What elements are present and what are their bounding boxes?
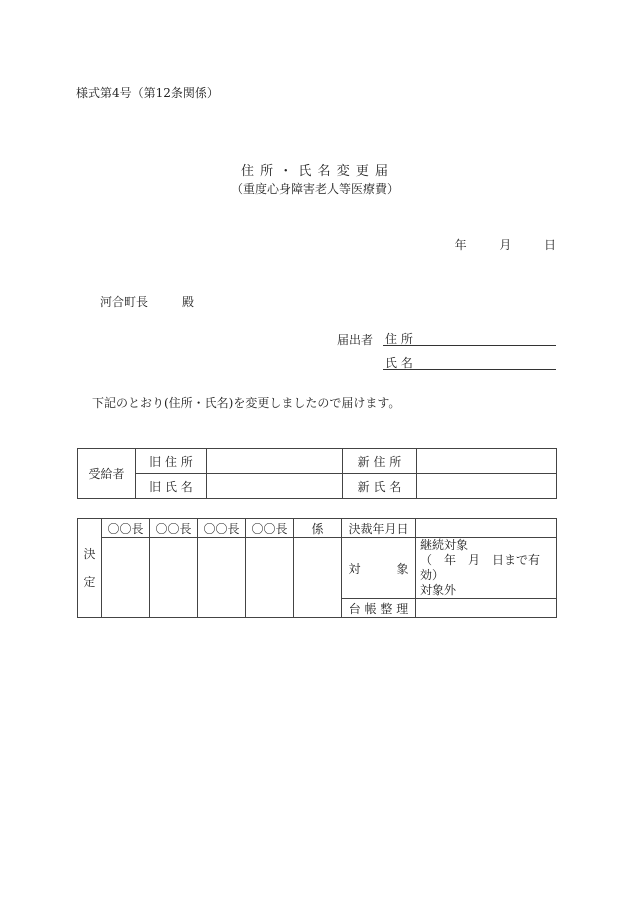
addressee: [100, 293, 194, 310]
approver-4-label: 〇〇長: [246, 519, 294, 538]
decision-date-label: 決裁年月日: [342, 519, 416, 538]
form-number: 様式第4号（第12条関係）: [76, 86, 219, 100]
recipient-table: [77, 448, 557, 499]
date-year-label: 年: [454, 238, 467, 252]
approver-5-seal[interactable]: [294, 538, 342, 618]
target-option-valid-until: （ 年 月 日まで有効）: [420, 553, 541, 582]
new-address-cell[interactable]: [417, 449, 557, 474]
target-option-excluded: 対象外: [420, 583, 457, 597]
date-line: [455, 236, 556, 253]
approver-5-label: 係: [294, 519, 342, 538]
decision-table: [77, 518, 557, 618]
new-name-cell[interactable]: [417, 474, 557, 499]
date-month-label: 月: [499, 238, 512, 252]
recipient-row-header: 受給者: [78, 449, 136, 499]
ledger-cell[interactable]: [416, 599, 557, 618]
target-option-continue: 継続対象: [420, 538, 469, 552]
body-text: 下記のとおり(住所・氏名)を変更しましたので届けます。: [92, 396, 401, 410]
approver-2-label: 〇〇長: [150, 519, 198, 538]
approver-2-seal[interactable]: [150, 538, 198, 618]
approver-1-label: 〇〇長: [102, 519, 150, 538]
approver-1-seal[interactable]: [102, 538, 150, 618]
decision-date-cell[interactable]: [416, 519, 557, 538]
form-subtitle: （重度心身障害老人等医療費）: [230, 182, 399, 196]
old-name-label: 旧 氏 名: [136, 474, 207, 499]
old-address-cell[interactable]: [207, 449, 343, 474]
addressee-name: 河合町長: [100, 295, 149, 309]
approver-3-label: 〇〇長: [198, 519, 246, 538]
applicant-name-label: 氏 名: [385, 356, 413, 370]
new-name-label: 新 氏 名: [343, 474, 417, 499]
target-label: 対 象: [342, 538, 416, 599]
old-address-label: 旧 住 所: [136, 449, 207, 474]
approver-3-seal[interactable]: [198, 538, 246, 618]
addressee-honorific: 殿: [182, 295, 195, 309]
decision-row-header: 決 定: [78, 519, 102, 618]
ledger-label: 台 帳 整 理: [342, 599, 416, 618]
approver-4-seal[interactable]: [246, 538, 294, 618]
applicant-address-label: 住 所: [385, 332, 413, 346]
date-day-label: 日: [543, 238, 556, 252]
new-address-label: 新 住 所: [343, 449, 417, 474]
form-title: 住 所 ・ 氏 名 変 更 届: [241, 164, 389, 179]
applicant-label: 届出者: [337, 333, 374, 347]
old-name-cell[interactable]: [207, 474, 343, 499]
target-options[interactable]: [416, 538, 557, 599]
